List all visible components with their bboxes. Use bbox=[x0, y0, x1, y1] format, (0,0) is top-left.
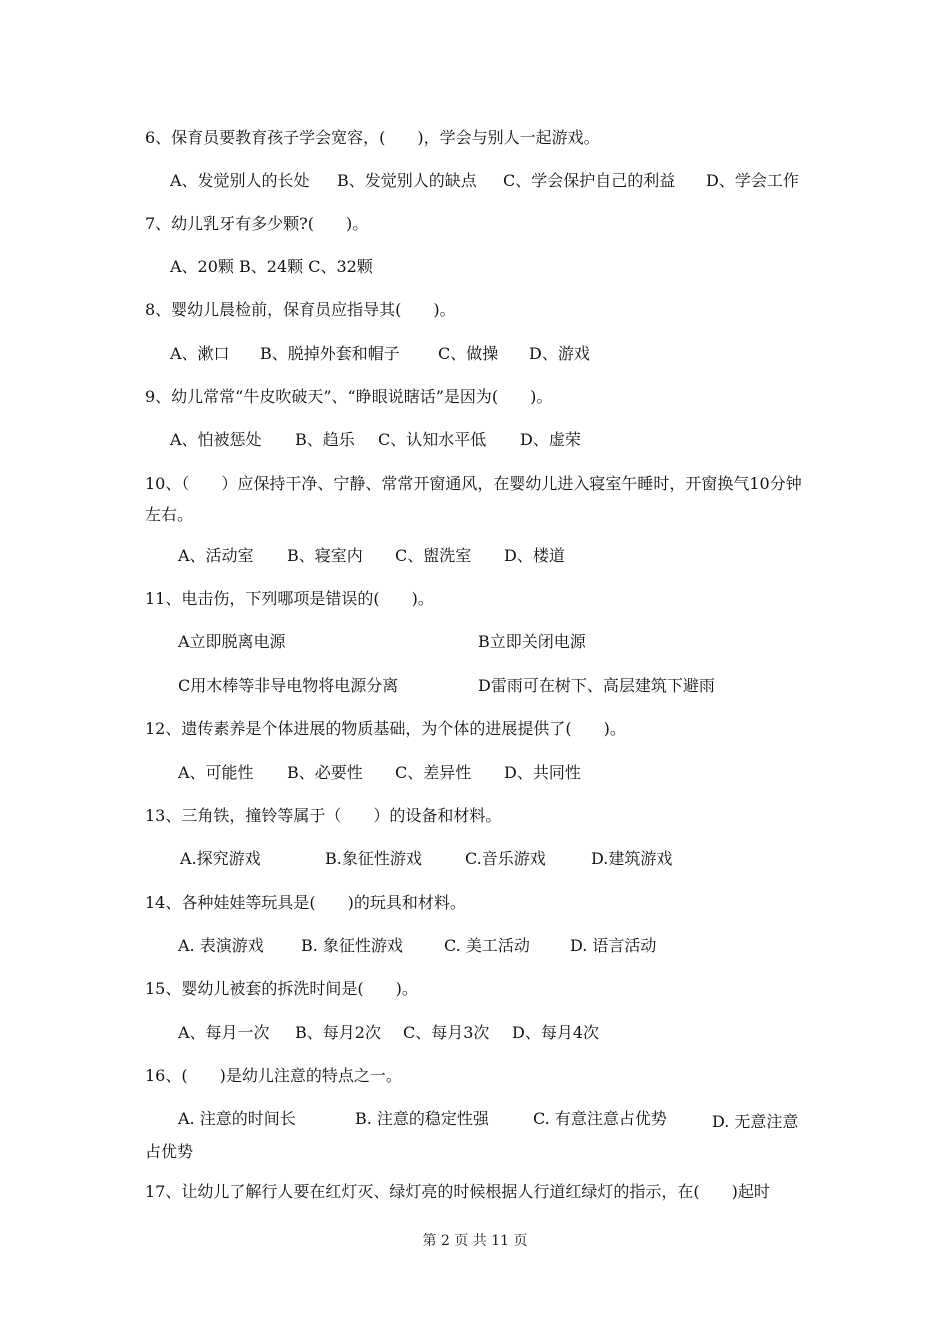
option-a: A立即脱离电源 bbox=[178, 632, 286, 651]
option-b: B、必要性 bbox=[287, 763, 363, 782]
option-b: B.象征性游戏 bbox=[325, 849, 422, 868]
question-14: 14、各种娃娃等玩具是( )的玩具和材料。 bbox=[145, 893, 466, 912]
option-a: A. 表演游戏 bbox=[178, 936, 264, 955]
option-c: C、盥洗室 bbox=[395, 546, 472, 565]
option-a: A、漱口 bbox=[170, 344, 230, 363]
option-b: B. 注意的稳定性强 bbox=[355, 1109, 489, 1128]
question-9: 9、幼儿常常“牛皮吹破天”、“睁眼说瞎话”是因为( )。 bbox=[145, 387, 553, 406]
option-line: A、20颗 B、24颗 C、32颗 bbox=[170, 257, 373, 276]
option-c: C、认知水平低 bbox=[378, 430, 487, 449]
option-d: D、每月4次 bbox=[512, 1023, 600, 1042]
option-d: D雷雨可在树下、高层建筑下避雨 bbox=[478, 676, 715, 695]
option-c: C、做操 bbox=[438, 344, 499, 363]
option-b: B、寝室内 bbox=[287, 546, 363, 565]
option-c: C、差异性 bbox=[395, 763, 472, 782]
option-b: B. 象征性游戏 bbox=[301, 936, 403, 955]
option-b: B、脱掉外套和帽子 bbox=[260, 344, 400, 363]
option-c: C.音乐游戏 bbox=[465, 849, 546, 868]
option-a: A. 注意的时间长 bbox=[178, 1109, 296, 1128]
option-c: C用木棒等非导电物将电源分离 bbox=[178, 676, 399, 695]
option-d: D、共同性 bbox=[504, 763, 581, 782]
option-b: B、每月2次 bbox=[295, 1023, 381, 1042]
option-c: C. 美工活动 bbox=[444, 936, 530, 955]
option-b: B立即关闭电源 bbox=[478, 632, 586, 651]
option-d: D、楼道 bbox=[504, 546, 565, 565]
option-b: B、趋乐 bbox=[295, 430, 355, 449]
option-a: A、可能性 bbox=[178, 763, 254, 782]
option-c: C、每月3次 bbox=[403, 1023, 490, 1042]
option-d: D、学会工作 bbox=[706, 171, 799, 190]
question-12: 12、遗传素养是个体进展的物质基础，为个体的进展提供了( )。 bbox=[145, 719, 626, 738]
option-d: D、游戏 bbox=[529, 344, 590, 363]
option-a: A、发觉别人的长处 bbox=[170, 171, 310, 190]
question-8: 8、婴幼儿晨检前，保育员应指导其( )。 bbox=[145, 300, 456, 319]
option-c: C. 有意注意占优势 bbox=[533, 1109, 667, 1128]
option-a: A、怕被惩处 bbox=[170, 430, 262, 449]
question-6: 6、保育员要教育孩子学会宽容，( )，学会与别人一起游戏。 bbox=[145, 128, 600, 147]
question-15: 15、婴幼儿被套的拆洗时间是( )。 bbox=[145, 979, 418, 998]
question-17: 17、让幼儿了解行人要在红灯灭、绿灯亮的时候根据人行道红绿灯的指示，在( )起时 bbox=[145, 1182, 770, 1201]
option-d: D、虚荣 bbox=[520, 430, 581, 449]
question-10: 10、（ ）应保持干净、宁静、常常开窗通风，在婴幼儿进入寝室午睡时，开窗换气10分钟左右。 bbox=[145, 474, 802, 524]
option-a: A、活动室 bbox=[178, 546, 254, 565]
option-c: C、学会保护自己的利益 bbox=[503, 171, 676, 190]
option-d-text: D. 无意注意占优势 bbox=[145, 1112, 799, 1161]
question-16: 16、( )是幼儿注意的特点之一。 bbox=[145, 1066, 402, 1085]
option-a: A.探究游戏 bbox=[180, 849, 261, 868]
question-7: 7、幼儿乳牙有多少颗?( )。 bbox=[145, 214, 369, 233]
option-d: D.建筑游戏 bbox=[591, 849, 673, 868]
question-11: 11、电击伤，下列哪项是错误的( )。 bbox=[145, 589, 434, 608]
option-b: B、发觉别人的缺点 bbox=[337, 171, 477, 190]
option-a: A、每月一次 bbox=[178, 1023, 270, 1042]
question-13: 13、三角铁，撞铃等属于（ ）的设备和材料。 bbox=[145, 806, 502, 825]
option-d bbox=[145, 1107, 810, 1167]
option-d: D. 语言活动 bbox=[570, 936, 657, 955]
page-footer: 第 2 页 共 11 页 bbox=[422, 1233, 528, 1249]
